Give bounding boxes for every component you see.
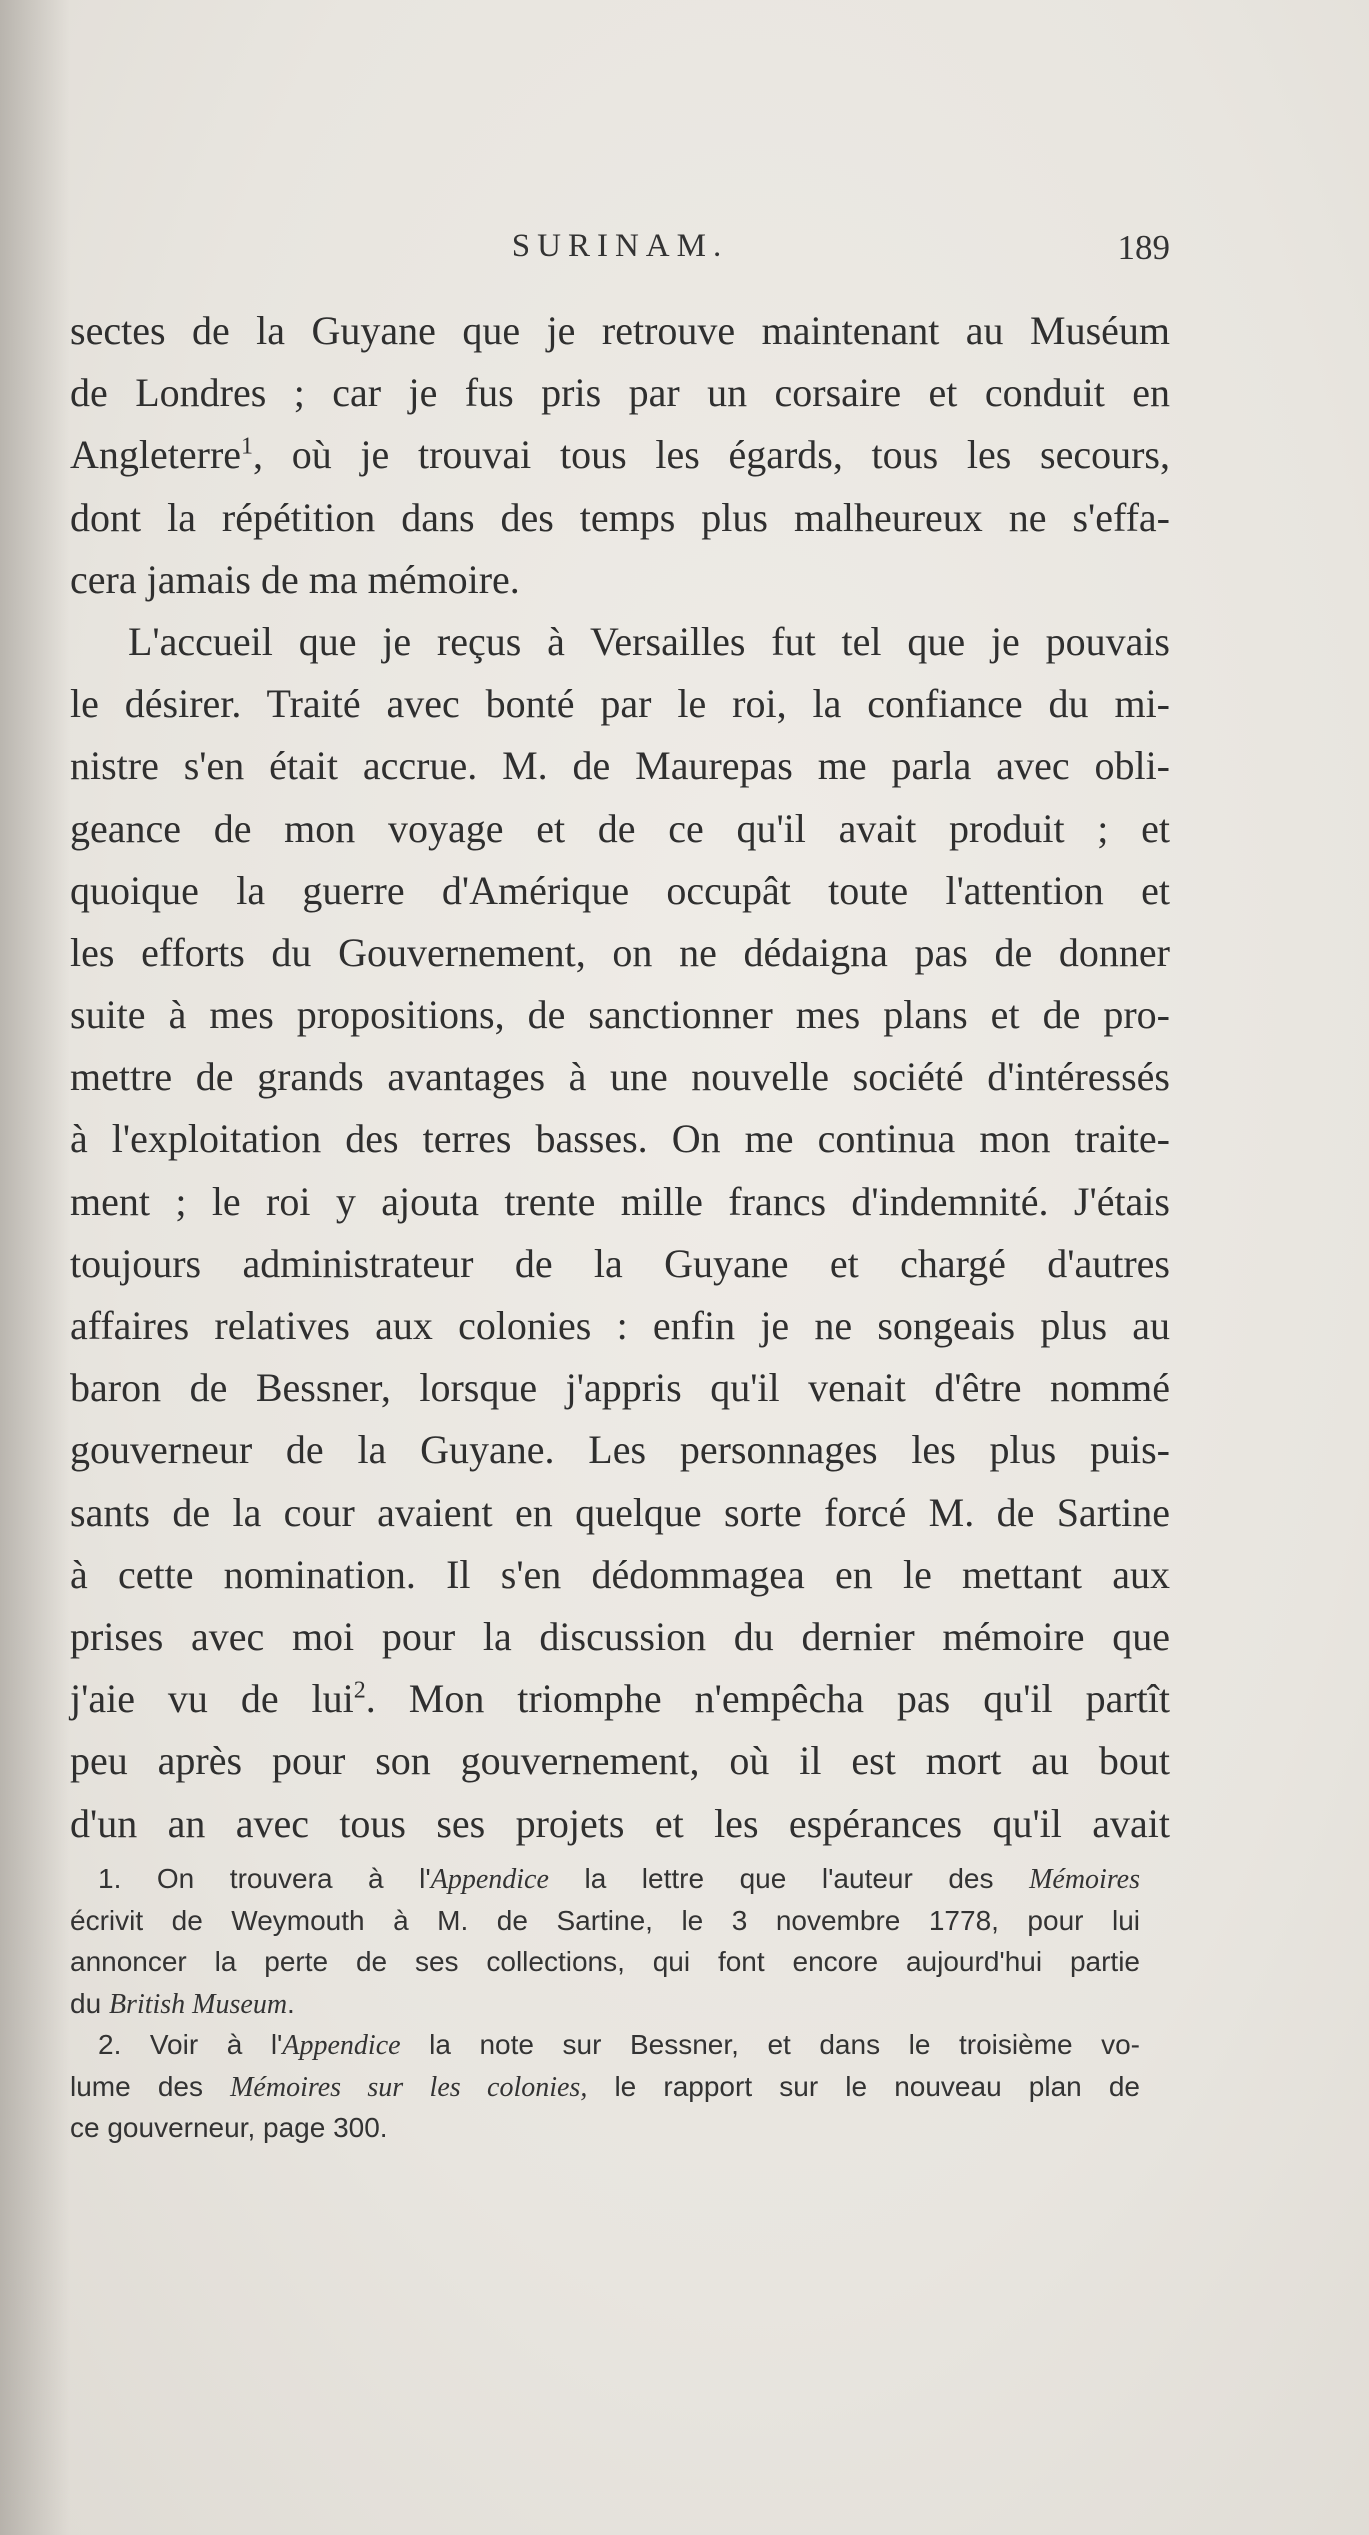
- footnote-1-line: [70, 1983, 1140, 2025]
- text-line: affaires relatives aux colonies : enfin je ne songeais plus au: [70, 1303, 1170, 1348]
- fn-segment: 1. On trouvera à l': [98, 1863, 431, 1894]
- text-segment: . Mon triomphe n'empêcha pas qu'il partît: [365, 1676, 1171, 1722]
- text-segment: Angleterre: [70, 432, 242, 478]
- gutter-shadow: [0, 0, 70, 2535]
- text-line: prises avec moi pour la discussion du dernier mémoire que: [70, 1613, 1170, 1659]
- fn-italic: Mémoires: [1029, 1864, 1140, 1895]
- fn-segment: lume des: [70, 2070, 231, 2102]
- fn-segment: .: [287, 1987, 295, 2019]
- footnote-1-line: annoncer la perte de ses collections, qui font encore aujourd'hui partie: [70, 1946, 1140, 1977]
- text-line: peu après pour son gouvernement, où il est mort au bout: [70, 1738, 1170, 1784]
- text-segment: , où je trouvai tous les égards, tous les secours,: [253, 432, 1170, 478]
- page-header: [70, 228, 1170, 288]
- fn-segment: du: [70, 1987, 109, 2019]
- text-segment: j'aie vu de lui: [70, 1676, 354, 1722]
- fn-italic: Appendice: [282, 2030, 401, 2061]
- text-line: à cette nomination. Il s'en dédommagea en le mettant aux: [70, 1551, 1170, 1597]
- fn-italic: British Museum: [108, 1988, 288, 2020]
- text-line: le désirer. Traité avec bonté par le roi, la confiance du mi-: [70, 681, 1170, 727]
- text-line: L'accueil que je reçus à Versailles fut tel que je pouvais: [128, 618, 1170, 664]
- text-line: suite à mes propositions, de sanctionner mes plans et de pro-: [70, 992, 1170, 1038]
- text-line: ment ; le roi y ajouta trente mille francs d'indemnité. J'étais: [70, 1178, 1170, 1224]
- fn-segment: 2. Voir à l': [98, 2029, 283, 2060]
- footnote-1: [70, 1858, 1140, 1900]
- text-line: sants de la cour avaient en quelque sorte forcé M. de Sartine: [70, 1489, 1170, 1535]
- fn-italic: Appendice: [430, 1864, 549, 1895]
- footnote-ref-1[interactable]: 1: [241, 434, 254, 461]
- text-line: [70, 424, 1170, 486]
- fn-segment: la lettre que l'auteur des: [548, 1863, 1030, 1894]
- text-line: quoique la guerre d'Amérique occupât toute l'attention et: [70, 867, 1170, 913]
- text-line: dont la répétition dans des temps plus malheureux ne s'effa-: [70, 494, 1170, 540]
- text-line: mettre de grands avantages à une nouvelle société d'intéressés: [70, 1054, 1170, 1100]
- footnote-2-line: [70, 2066, 1140, 2108]
- text-line: de Londres ; car je fus pris par un corsaire et conduit en: [70, 370, 1170, 416]
- fn-segment: le rapport sur le nouveau plan de: [587, 2070, 1140, 2102]
- page-number: 189: [1117, 228, 1170, 267]
- text-line: gouverneur de la Guyane. Les personnages les plus puis-: [70, 1427, 1170, 1473]
- footnote-1-line: écrivit de Weymouth à M. de Sartine, le 3 novembre 1778, pour lui: [70, 1904, 1140, 1936]
- text-line: d'un an avec tous ses projets et les espérances qu'il avait: [70, 1800, 1170, 1846]
- text-line: nistre s'en était accrue. M. de Maurepas me parla avec obli-: [70, 743, 1170, 789]
- footnotes: [70, 1858, 1140, 2149]
- body-text: [70, 300, 1170, 1855]
- text-line: à l'exploitation des terres basses. On me continua mon traite-: [70, 1116, 1170, 1162]
- fn-segment: la note sur Bessner, et dans le troisième vo-: [400, 2029, 1140, 2060]
- text-line: cera jamais de ma mémoire.: [70, 556, 520, 602]
- footnote-2-line: ce gouverneur, page 300.: [70, 2112, 388, 2143]
- text-line: toujours administrateur de la Guyane et chargé d'autres: [70, 1240, 1170, 1286]
- footnote-ref-2[interactable]: 2: [353, 1677, 366, 1704]
- text-line: sectes de la Guyane que je retrouve maintenant au Muséum: [70, 308, 1170, 353]
- fn-italic: Mémoires sur les colonies,: [230, 2071, 588, 2103]
- text-line: les efforts du Gouvernement, on ne dédaigna pas de donner: [70, 929, 1170, 975]
- text-line: geance de mon voyage et de ce qu'il avait produit ; et: [70, 805, 1170, 851]
- footnote-2: [70, 2024, 1140, 2066]
- running-title: SURINAM.: [511, 228, 729, 264]
- text-line: [70, 1668, 1170, 1730]
- text-line: baron de Bessner, lorsque j'appris qu'il venait d'être nommé: [70, 1365, 1170, 1411]
